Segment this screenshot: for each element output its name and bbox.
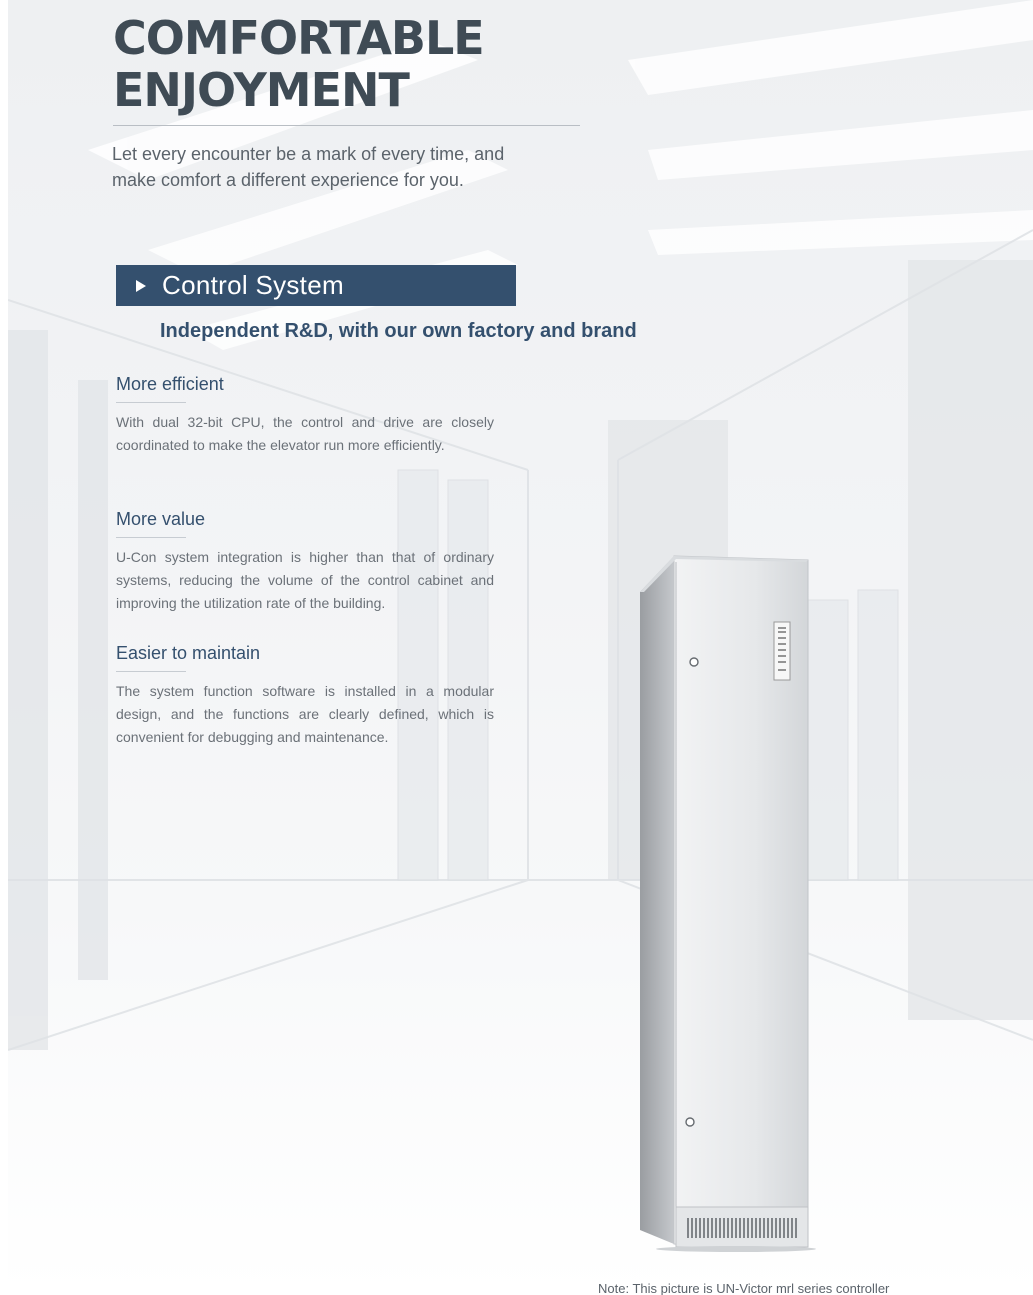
- intro-line-2: make comfort a different experience for you.: [112, 170, 464, 190]
- feature-underline: [116, 671, 186, 672]
- feature-title: More efficient: [116, 374, 224, 394]
- title-divider: [113, 125, 580, 126]
- feature-more-value: [116, 507, 494, 615]
- control-cabinet-image: [636, 552, 816, 1257]
- feature-underline: [116, 402, 186, 403]
- feature-text: U-Con system integration is higher than that of ordinary systems, reducing the volume of the control cabinet and improving the utilization rate of the building.: [116, 549, 494, 611]
- play-triangle-icon: [136, 280, 146, 292]
- section-subheading: Independent R&D, with our own factory and brand: [160, 320, 637, 342]
- title-line-2: ENJOYMENT: [113, 63, 409, 117]
- feature-text: The system function software is installed in a modular design, and the functions are clearly defined, which is convenient for debugging and maintenance.: [116, 683, 494, 745]
- title-line-1: COMFORTABLE: [113, 11, 484, 65]
- feature-title: Easier to maintain: [116, 643, 261, 663]
- section-label: Control System: [162, 270, 344, 300]
- feature-easier-to-maintain: [116, 641, 494, 749]
- page-title: [113, 12, 484, 116]
- intro-text: [112, 141, 582, 193]
- section-header-bar: [116, 265, 516, 306]
- feature-more-efficient: [116, 372, 494, 457]
- feature-underline: [116, 537, 186, 538]
- feature-title: More value: [116, 509, 206, 529]
- feature-text: With dual 32-bit CPU, the control and drive are closely coordinated to make the elevator run more efficiently.: [116, 414, 494, 453]
- intro-line-1: Let every encounter be a mark of every time, and: [112, 144, 505, 164]
- product-note: Note: This picture is UN-Victor mrl series controller: [598, 1281, 890, 1295]
